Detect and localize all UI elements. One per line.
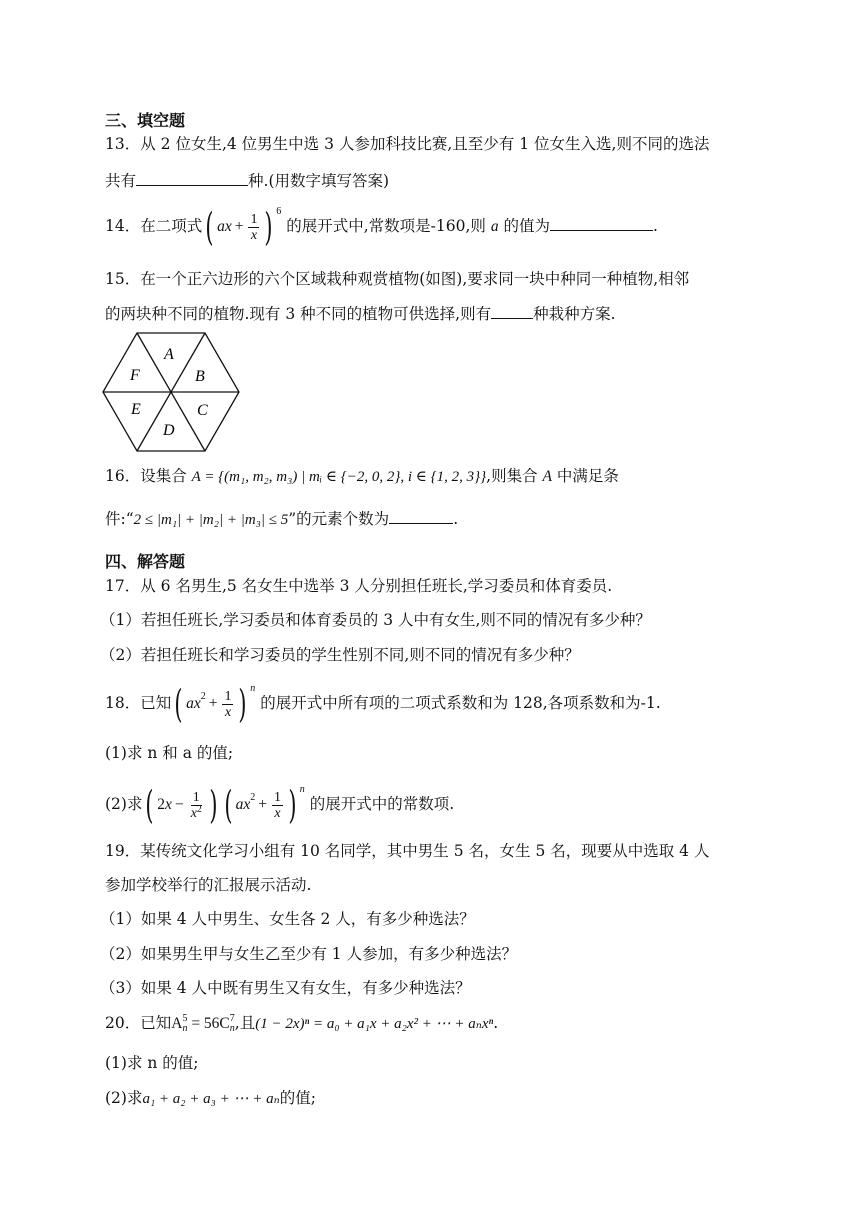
question-16-prefix: 16．设集合 xyxy=(105,467,187,485)
question-15-line-1: 15．在一个正六边形的六个区域栽种观赏植物(如图),要求同一块中种同一种植物,相邻 xyxy=(105,270,690,288)
question-20-part-2 xyxy=(105,1087,316,1110)
perm-A: A xyxy=(171,1015,183,1032)
question-14-suffix: 的展开式中,常数项是-160,则 xyxy=(286,217,486,235)
question-13-line-2 xyxy=(105,169,389,192)
question-20-prefix: 20．已知 xyxy=(105,1014,172,1032)
question-20-line-1: 20．已知A 5 n = 56C 7 n ,且(1 − 2x)ⁿ = a₀ + a₁x + a₂x² + ⋯ + aₙxⁿ. xyxy=(105,1013,499,1034)
question-15-text-after: 种栽种方案. xyxy=(533,305,616,323)
question-20-suffix: ,且 xyxy=(234,1014,256,1032)
answer-blank-16[interactable] xyxy=(389,507,453,524)
question-14-suffix-2: 的值为 xyxy=(503,217,551,235)
expansion-expression: (1 − 2x)ⁿ = a₀ + a₁x + a₂x² + ⋯ + aₙxⁿ xyxy=(255,1016,494,1032)
period: . xyxy=(453,510,459,528)
question-18-part2-prefix: (2)求 xyxy=(105,795,143,813)
region-label-e: E xyxy=(131,401,141,418)
region-label-d: D xyxy=(163,422,175,439)
question-15-line-2 xyxy=(105,302,616,325)
hexagon-figure xyxy=(100,330,242,454)
period: . xyxy=(493,1014,499,1032)
question-13-text-after: 种.(用数字填写答案) xyxy=(248,172,390,190)
question-20-part2-prefix: (2)求 xyxy=(105,1089,143,1107)
region-label-b: B xyxy=(195,368,205,385)
question-14 xyxy=(105,206,658,247)
question-13-line-1: 13．从 2 位女生,4 位男生中选 3 人参加科技比赛,且至少有 1 位女生入选,则不同的选法 xyxy=(105,135,710,153)
fraction-1-over-x xyxy=(248,212,259,243)
section-heading-fill-in: 三、填空题 xyxy=(105,111,186,130)
expr-ax: ax xyxy=(217,218,232,235)
var-A: A xyxy=(542,468,552,485)
question-16-line2-prefix: 件:“ xyxy=(105,510,134,528)
question-16-line-1 xyxy=(105,465,619,488)
question-19-part-1: （1）如果 4 人中男生、女生各 2 人，有多少种选法？ xyxy=(100,910,475,928)
paren-right: ) xyxy=(264,205,273,249)
paren-left: ( xyxy=(174,682,183,726)
plus-sign: + xyxy=(234,218,244,235)
question-17-part-2: （2）若担任班长和学习委员的学生性别不同,则不同的情况有多少种？ xyxy=(100,646,580,664)
region-label-a: A xyxy=(164,346,174,363)
frac-den: x xyxy=(250,227,258,243)
question-18-part-2: (2)求( 2x − $\frac{1}{x^2}$ ) ( $ax^2$ + $\frac{1}{x}$ ) $^n$ 的展开式中的常数项. xyxy=(105,783,455,827)
question-19-part-2: （2）如果男生甲与女生乙至少有 1 人参加，有多少种选法？ xyxy=(100,945,518,963)
question-15-text-before: 的两块种不同的植物.现有 3 种不同的植物可供选择,则有 xyxy=(105,305,492,323)
question-20-part-1: (1)求 n 的值; xyxy=(105,1054,199,1072)
var-a: a xyxy=(490,218,499,235)
paren-left: ( xyxy=(205,205,214,249)
question-19-line-2: 参加学校举行的汇报展示活动. xyxy=(105,876,312,894)
sum-expression: a₁ + a₂ + a₃ + ⋯ + aₙ xyxy=(142,1091,280,1107)
question-13-text-before: 共有 xyxy=(105,172,137,190)
answer-blank-13[interactable] xyxy=(136,169,248,186)
paren-right: ) xyxy=(238,682,247,726)
answer-blank-14[interactable] xyxy=(550,214,653,231)
exponent-n: n xyxy=(250,683,256,694)
question-19-line-1: 19．某传统文化学习小组有 10 名同学，其中男生 5 名，女生 5 名，现要从中选取 4 人 xyxy=(105,842,710,860)
question-17-line-1: 17．从 6 名男生,5 名女生中选举 3 人分别担任班长,学习委员和体育委员. xyxy=(105,577,613,595)
question-18-part-1: (1)求 n 和 a 的值; xyxy=(105,744,234,762)
exponent-6: 6 xyxy=(276,206,282,217)
question-16-suffix-2: 中满足条 xyxy=(556,467,619,485)
question-19-part-3: （3）如果 4 人中既有男生又有女生，有多少种选法？ xyxy=(100,979,471,997)
question-18-line-1: 18．已知( $ax^2$ + $\frac{1}{x}$ ) $^n$ 的展开式中所有项的二项式系数和为 128,各项系数和为-1. xyxy=(105,682,661,726)
answer-blank-15[interactable] xyxy=(491,302,533,319)
question-16-suffix: ,则集合 xyxy=(486,467,538,485)
question-18-suffix: 的展开式中所有项的二项式系数和为 128,各项系数和为-1. xyxy=(260,694,661,712)
period: . xyxy=(653,217,658,235)
set-expression: A = {(m₁, m₂, m₃) | mᵢ ∈ {−2, 0, 2}, i ∈ {1, 2, 3}} xyxy=(191,469,487,485)
question-18-part2-suffix: 的展开式中的常数项. xyxy=(309,795,455,813)
region-label-f: F xyxy=(130,367,140,384)
section-heading-solutions: 四、解答题 xyxy=(105,552,186,571)
combination-expr: = 56C xyxy=(187,1015,230,1032)
question-18-prefix: 18．已知 xyxy=(105,694,172,712)
region-label-c: C xyxy=(197,402,208,419)
question-16-line-2 xyxy=(105,507,458,531)
question-17-part-1: （1）若担任班长,学习委员和体育委员的 3 人中有女生,则不同的情况有多少种？ xyxy=(100,611,651,629)
question-16-line2-suffix: ”的元素个数为 xyxy=(288,510,390,528)
frac-num: 1 xyxy=(250,211,258,227)
fraction-1-over-x: $\frac{1}{x}$ xyxy=(224,688,232,720)
condition-expression: 2 ≤ |m₁| + |m₂| + |m₃| ≤ 5 xyxy=(133,512,289,528)
question-20-part2-suffix: 的值; xyxy=(279,1089,316,1107)
question-14-prefix: 14．在二项式 xyxy=(105,217,203,235)
